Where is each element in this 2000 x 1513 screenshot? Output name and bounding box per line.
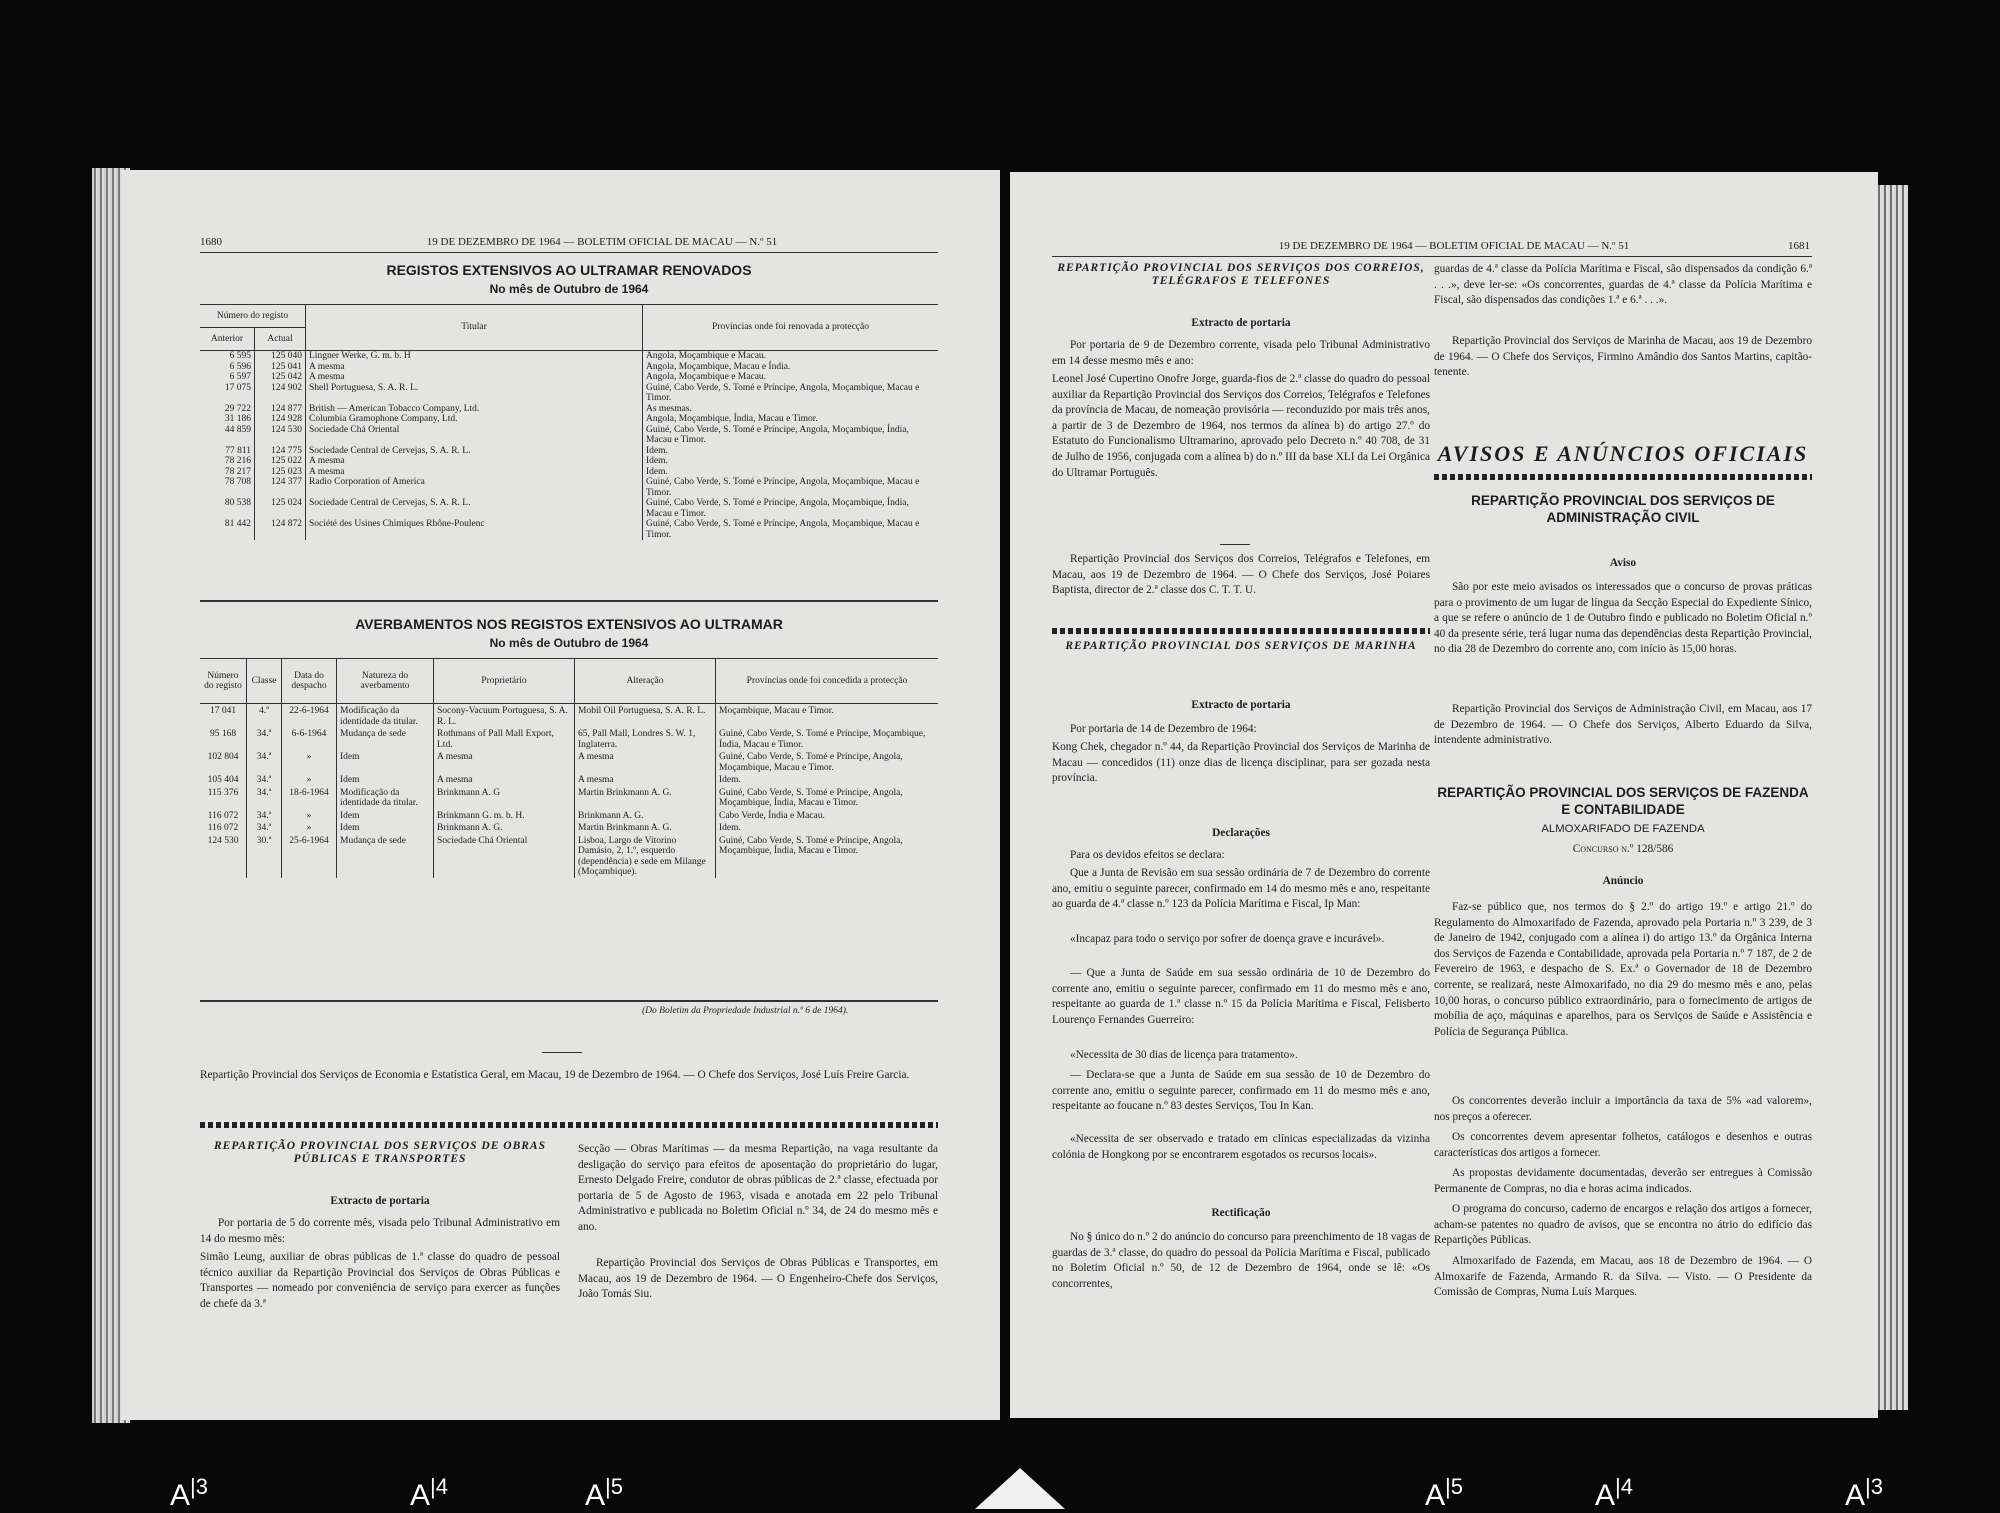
rect-p1: No § único do n.º 2 do anúncio do concurso para preenchimento de 18 vagas de guardas de 3.ª classe, do quadro do pessoal da Polícia Marítima e Fiscal, publicado no Boletim Oficial n.º 50, de 12 de Dezembro de 1964, onde se lê: «Os concorrentes, xyxy=(1052,1231,1430,1290)
t1-anterior: 6 597 xyxy=(229,372,251,382)
table1-row xyxy=(200,446,938,457)
table2-row xyxy=(200,750,938,773)
anuncio-p4: As propostas devidamente documentadas, deverão ser entregues à Comissão Permanente de Compras, no dia e horas acima indicados. xyxy=(1434,1167,1812,1195)
table1-row xyxy=(200,383,938,404)
marinha-banner: REPARTIÇÃO PROVINCIAL DOS SERVIÇOS DE MARINHA xyxy=(1065,640,1417,652)
correios-p2: Leonel José Cupertino Onofre Jorge, guarda-fios de 2.ª classe do quadro do pessoal auxiliar da Repartição Provincial dos Serviços dos Correios, Telégrafos e Telefones da província de Macau, de nomeação provisória — reconduzido por mais três anos, a partir de 3 de Dezembro de 1964, nos termos da alínea b) do artigo 27.º do Estatuto do Funcionalismo Ultramarino, aprovado pelo Decreto n.º 40 708, de 31 de Julho de 1956, conjugada com a alínea b) do n.º III da base XLI da Lei Orgânica do Ultramar Português. xyxy=(1052,373,1430,479)
t2-alteracao: Mobil Oil Portuguesa, S. A. R. L. xyxy=(575,704,716,728)
t2-head-provincias: Províncias onde foi concedida a protecção xyxy=(716,659,939,704)
t2-head-alteracao: Alteração xyxy=(575,659,716,704)
t2-proprietario: A mesma xyxy=(434,773,575,786)
decl-p3: «Incapaz para todo o serviço por sofrer de doença grave e incurável». xyxy=(1070,933,1385,945)
t1-titular: Lingner Werke, G. m. b. H xyxy=(306,351,643,362)
t1-actual: 124 530 xyxy=(255,425,306,446)
t2-numero: 116 072 xyxy=(207,823,239,833)
t1-anterior: 77 811 xyxy=(225,445,251,456)
anuncio-p2: Os concorrentes deverão incluir a importância da taxa de 5% «ad valorem», nos preços a oferecer. xyxy=(1434,1095,1812,1123)
t1-anterior: 6 596 xyxy=(229,361,251,372)
t2-provincias: Idem. xyxy=(716,821,939,834)
t2-numero: 105 404 xyxy=(207,775,239,785)
t2-head-natureza: Natureza do averbamento xyxy=(337,659,434,704)
table2-row xyxy=(200,786,938,809)
t1-titular: Columbia Gramophone Company, Ltd. xyxy=(306,414,643,425)
t2-numero: 17 041 xyxy=(209,706,237,716)
t2-data: » xyxy=(282,821,337,834)
wavy-divider xyxy=(200,1122,938,1128)
t2-natureza: Mudança de sede xyxy=(337,727,434,750)
aviso-p2: Repartição Provincial dos Serviços de Administração Civil, em Macau, aos 17 de Dezembro de 1964. — O Chefe dos Serviços, Alberto Eduardo da Silva, intendente administrativo. xyxy=(1434,703,1812,747)
t1-titular: Sociedade Central de Cervejas, S. A. R. L. xyxy=(306,498,643,519)
table1-body xyxy=(200,351,938,541)
t2-natureza: Mudança de sede xyxy=(337,834,434,878)
decl-p5: «Necessita de 30 dias de licença para tratamento». xyxy=(1070,1049,1298,1061)
t1-titular: Shell Portuguesa, S. A. R. L. xyxy=(306,383,643,404)
table1-row xyxy=(200,519,938,540)
t1-provincias: Angola, Moçambique, Macau e Índia. xyxy=(643,362,939,373)
film-center-triangle xyxy=(975,1468,1065,1509)
t2-numero: 115 376 xyxy=(207,787,239,798)
page-number: 1680 xyxy=(200,236,222,248)
obras-p2: Simão Leung, auxiliar de obras públicas de 1.ª classe do quadro de pessoal técnico auxiliar da Repartição Provincial dos Serviços de Obras Públicas e Transportes — nomeado por conveniência de serviço para exercer as funções de chefe da 3.ª xyxy=(200,1251,560,1310)
t2-numero: 124 530 xyxy=(207,835,239,846)
t2-natureza: Modificação da identidade da titular. xyxy=(337,786,434,809)
aviso-heading: Aviso xyxy=(1609,557,1637,569)
decl-p7: «Necessita de ser observado e tratado em clínicas especializadas da vizinha colónia de Hongkong por se encontrarem esgotados os recursos locais». xyxy=(1052,1133,1430,1161)
t1-provincias: Guiné, Cabo Verde, S. Tomé e Príncipe, Angola, Moçambique, Índia, Macau e Timor. xyxy=(643,498,939,519)
t2-proprietario: Brinkmann G. m. b. H. xyxy=(434,809,575,822)
t2-provincias: Moçambique, Macau e Timor. xyxy=(716,704,939,728)
table2-subtitle: No mês de Outubro de 1964 xyxy=(489,636,649,650)
t1-titular: British — American Tobacco Company, Ltd. xyxy=(306,404,643,415)
t2-alteracao: Lisboa, Largo de Vitorino Damásio, 2, 1.º, esquerdo (dependência) e sede em Milange (Moçambique). xyxy=(575,834,716,878)
t2-classe: 30.ª xyxy=(247,834,282,878)
t2-classe: 34.ª xyxy=(247,773,282,786)
t2-head-classe: Classe xyxy=(247,659,282,704)
correios-p1: Por portaria de 9 de Dezembro corrente, visada pelo Tribunal Administrativo em 14 desse mesmo mês e ano: xyxy=(1052,339,1430,367)
declaracoes-heading: Declarações xyxy=(1212,827,1270,839)
t2-data: » xyxy=(282,773,337,786)
t1-actual: 124 872 xyxy=(255,519,306,540)
table1-row xyxy=(200,498,938,519)
t2-numero: 116 072 xyxy=(207,810,239,821)
t1-head-actual: Actual xyxy=(255,328,306,351)
t1-actual: 124 775 xyxy=(255,446,306,457)
t1-provincias: Angola, Moçambique e Macau. xyxy=(643,372,939,383)
t2-numero: 102 804 xyxy=(207,752,239,762)
header-rule xyxy=(200,252,938,253)
t2-proprietario: Brinkmann A. G. xyxy=(434,821,575,834)
t2-classe: 34.ª xyxy=(247,727,282,750)
t1-provincias: Guiné, Cabo Verde, S. Tomé e Príncipe, Angola, Moçambique, Macau e Timor. xyxy=(643,383,939,404)
t1-actual: 125 023 xyxy=(255,467,306,478)
table2-row xyxy=(200,773,938,786)
film-marker: $A^{|5}$ xyxy=(1425,1474,1463,1512)
t1-provincias: Guiné, Cabo Verde, S. Tomé e Príncipe, Angola, Moçambique, Índia, Macau e Timor. xyxy=(643,425,939,446)
t2-proprietario: Sociedade Chá Oriental xyxy=(434,834,575,878)
film-marker: $A^{|4}$ xyxy=(1595,1474,1633,1512)
t1-head-anterior: Anterior xyxy=(210,333,244,344)
t2-provincias: Guiné, Cabo Verde, S. Tomé e Príncipe, Angola, Moçambique, Índia, Macau e Timor. xyxy=(716,834,939,878)
admin-title: REPARTIÇÃO PROVINCIAL DOS SERVIÇOS DE ADMINISTRAÇÃO CIVIL xyxy=(1471,493,1775,525)
col2-p1: guardas de 4.ª classe da Polícia Marítima e Fiscal, são dispensados da condição 6.ª . . .», deve ler-se: «Os concorrentes, guardas de 4.ª classe da Polícia Marítima e Fiscal, são dispensados das condições 1.ª e 6.ª . . .». xyxy=(1434,263,1812,307)
t2-alteracao: A mesma xyxy=(575,773,716,786)
t2-alteracao: Brinkmann A. G. xyxy=(575,809,716,822)
table1-row xyxy=(200,404,938,415)
table2-title: AVERBAMENTOS NOS REGISTOS EXTENSIVOS AO ULTRAMAR xyxy=(355,616,783,632)
t2-head-numero: Número do registo xyxy=(204,670,242,691)
t1-provincias: Guiné, Cabo Verde, S. Tomé e Príncipe, Angola, Moçambique, Macau e Timor. xyxy=(643,519,939,540)
t1-actual: 125 041 xyxy=(255,362,306,373)
correios-extracto: Extracto de portaria xyxy=(1191,317,1291,329)
t2-natureza: Idem xyxy=(337,750,434,773)
t1-provincias: Idem. xyxy=(643,446,939,457)
table2-row xyxy=(200,809,938,822)
t1-head-titular: Titular xyxy=(306,305,643,351)
table1-title: REGISTOS EXTENSIVOS AO ULTRAMAR RENOVADOS xyxy=(386,262,752,278)
t1-head-provincias: Províncias onde foi renovada a protecção xyxy=(643,305,939,351)
t1-actual: 124 377 xyxy=(255,477,306,498)
t2-data: » xyxy=(282,809,337,822)
anuncio-p6: Almoxarifado de Fazenda, em Macau, aos 18 de Dezembro de 1964. — O Almoxarife de Fazenda, Armando R. da Silva. — Visto. — O Presidente da Comissão de Compras, Numa Luís Marques. xyxy=(1434,1255,1812,1299)
t2-provincias: Guiné, Cabo Verde, S. Tomé e Príncipe, Moçambique, Índia, Macau e Timor. xyxy=(716,727,939,750)
t1-head-numero: Número do registo xyxy=(200,305,306,328)
t2-data: 18-6-1964 xyxy=(282,786,337,809)
t2-alteracao: A mesma xyxy=(575,750,716,773)
obras-p1: Por portaria de 5 do corrente mês, visada pelo Tribunal Administrativo em 14 do mesmo mês: xyxy=(200,1217,560,1245)
t2-proprietario: Socony-Vacuum Portuguesa, S. A. R. L. xyxy=(434,704,575,728)
page-number: 1681 xyxy=(1788,240,1810,252)
separator xyxy=(542,1052,582,1053)
t1-anterior: 78 708 xyxy=(224,477,251,487)
t1-titular: Sociedade Chá Oriental xyxy=(306,425,643,446)
table1-row xyxy=(200,477,938,498)
aviso-p1: São por este meio avisados os interessados que o concurso de provas práticas para o provimento de um lugar de língua da Secção Especial do Expediente Sínico, a que se refere o anúncio de 1 de Outubro findo e publicado no Boletim Oficial n.º 40 da presente série, terá lugar numa das dependências desta Repartição Provincial, no dia 28 de Dezembro do corrente ano, com início às 15,00 horas. xyxy=(1434,581,1812,656)
left-page xyxy=(122,170,1000,1420)
t2-natureza: Idem xyxy=(337,809,434,822)
t1-titular: Société des Usines Chimiques Rhône-Poulenc xyxy=(306,519,643,540)
t2-alteracao: Martin Brinkmann A. G. xyxy=(575,821,716,834)
almoxarifado: ALMOXARIFADO DE FAZENDA xyxy=(1541,823,1705,835)
header-rule xyxy=(1052,256,1812,257)
t1-anterior: 80 538 xyxy=(224,498,251,508)
t2-provincias: Cabo Verde, Índia e Macau. xyxy=(716,809,939,822)
t2-data: » xyxy=(282,750,337,773)
t1-actual: 124 928 xyxy=(255,414,306,425)
t1-actual: 125 022 xyxy=(255,456,306,467)
table1-bottom-rule xyxy=(200,600,938,602)
wavy-divider xyxy=(1434,474,1812,480)
t2-provincias: Idem. xyxy=(716,773,939,786)
marinha-p2: Kong Chek, chegador n.º 44, da Repartição Provincial dos Serviços de Marinha de Macau — concedidos (11) onze dias de licença disciplinar, para ser gozada nesta província. xyxy=(1052,741,1430,785)
t2-provincias: Guiné, Cabo Verde, S. Tomé e Príncipe, Angola, Moçambique, Macau e Timor. xyxy=(716,750,939,773)
correios-banner: REPARTIÇÃO PROVINCIAL DOS SERVIÇOS DOS CORREIOS, TELÉGRAFOS E TELEFONES xyxy=(1057,262,1425,287)
table2-bottom-rule xyxy=(200,1000,938,1002)
concurso: Concurso n.º 128/586 xyxy=(1572,843,1674,855)
right-page xyxy=(1010,172,1878,1418)
t1-titular: A mesma xyxy=(306,372,643,383)
t2-classe: 34.ª xyxy=(247,786,282,809)
t2-proprietario: Brinkmann A. G xyxy=(434,786,575,809)
t1-actual: 125 024 xyxy=(255,498,306,519)
decl-p4: — Que a Junta de Saúde em sua sessão ordinária de 10 de Dezembro do corrente ano, emitiu o seguinte parecer, confirmado em 11 do mesmo mês e ano, respeitante ao guarda de 1.ª classe n.º 15 da Polícia Marítima e Fiscal, Felisberto Lourenço Fernandes Guerreiro: xyxy=(1052,967,1430,1026)
t1-titular: A mesma xyxy=(306,456,643,467)
running-header: 19 DE DEZEMBRO DE 1964 — BOLETIM OFICIAL DE MACAU — N.º 51 xyxy=(426,236,778,248)
table1-row xyxy=(200,351,938,362)
t1-anterior: 78 216 xyxy=(224,456,251,466)
table1-row xyxy=(200,372,938,383)
table1-row xyxy=(200,414,938,425)
economia-paragraph: Repartição Provincial dos Serviços de Economia e Estatística Geral, em Macau, 19 de Dezembro de 1964. — O Chefe dos Serviços, José Luís Freire Garcia. xyxy=(200,1069,910,1081)
t2-proprietario: Rothmans of Pall Mall Export, Ltd. xyxy=(434,727,575,750)
t1-actual: 124 902 xyxy=(255,383,306,404)
t2-provincias: Guiné, Cabo Verde, S. Tomé e Príncipe, Angola, Moçambique, Índia, Macau e Timor. xyxy=(716,786,939,809)
t1-provincias: Idem. xyxy=(643,467,939,478)
t1-titular: A mesma xyxy=(306,362,643,373)
table2-row xyxy=(200,704,938,728)
t2-numero: 95 168 xyxy=(209,729,237,739)
decl-p1: Para os devidos efeitos se declara: xyxy=(1070,849,1225,861)
t1-provincias: Idem. xyxy=(643,456,939,467)
t2-natureza: Idem xyxy=(337,773,434,786)
film-marker: $A^{|3}$ xyxy=(170,1474,208,1512)
col2-p2: Repartição Provincial dos Serviços de Marinha de Macau, aos 19 de Dezembro de 1964. — O Chefe dos Serviços, Firmino Amândio dos Santos Martins, capitão-tenente. xyxy=(1434,335,1812,379)
anuncio-p5: O programa do concurso, caderno de encargos e relação dos artigos a fornecer, acham-se patentes no quadro de avisos, que se encontra no átrio do edifício das Repartições Públicas. xyxy=(1434,1203,1812,1247)
t1-actual: 125 040 xyxy=(255,351,306,362)
t1-titular: Sociedade Central de Cervejas, S. A. R. L. xyxy=(306,446,643,457)
marinha-p1: Por portaria de 14 de Dezembro de 1964: xyxy=(1070,723,1257,735)
t1-provincias: Guiné, Cabo Verde, S. Tomé e Príncipe, Angola, Moçambique, Macau e Timor. xyxy=(643,477,939,498)
t1-provincias: Angola, Moçambique e Macau. xyxy=(643,351,939,362)
t2-classe: 34.ª xyxy=(247,750,282,773)
anuncio-heading: Anúncio xyxy=(1602,875,1644,887)
table2-row xyxy=(200,834,938,878)
t2-classe: 34.ª xyxy=(247,821,282,834)
t1-provincias: Angola, Moçambique, Índia, Macau e Timor. xyxy=(643,414,939,425)
t1-titular: A mesma xyxy=(306,467,643,478)
obras-extracto: Extracto de portaria xyxy=(330,1195,430,1207)
anuncio-p1: Faz-se público que, nos termos do § 2.º do artigo 19.º e artigo 21.º do Regulamento do Almoxarifado de Fazenda, aprovado pela Portaria n.º 3 239, de 3 de Janeiro de 1942, conjugado com a alínea i) do artigo 13.º da Orgânica Interna dos Serviços de Fazenda e Contabilidade, aprovada pela Portaria n.º 7 187, de 2 de Fevereiro de 1963, e despacho de S. Ex.ª o Governador de 18 de Dezembro corrente, se realizará, neste Almoxarifado, no dia 29 do mesmo mês e ano, pelas 10,00 horas, o concurso público extraordinário, para o fornecimento de artigos de mobília de aço, máquinas e aparelhos, para os Serviços de Saúde e Assistência e Polícia de Segurança Pública. xyxy=(1434,901,1812,1038)
obras-p4: Repartição Provincial dos Serviços de Obras Públicas e Transportes, em Macau, aos 19 de Dezembro de 1964. — O Engenheiro-Chefe dos Serviços, João Tomás Siu. xyxy=(578,1257,938,1301)
t2-classe: 4.ª xyxy=(247,704,282,728)
t1-anterior: 78 217 xyxy=(224,466,251,477)
film-marker: $A^{|5}$ xyxy=(585,1474,623,1512)
separator xyxy=(1220,544,1250,545)
t2-head-proprietario: Proprietário xyxy=(434,659,575,704)
decl-p6: — Declara-se que a Junta de Saúde em sua sessão de 10 de Dezembro do corrente ano, emitiu o seguinte parecer, confirmado em 11 do mesmo mês e ano, respeitante ao foucane n.º 83 destes Serviços, Tou In Kan. xyxy=(1052,1069,1430,1113)
obras-p3: Secção — Obras Marítimas — da mesma Repartição, na vaga resultante da desligação do serviço para efeitos de aposentação do proprietário do lugar, Ernesto Delgado Freire, condutor de obras públicas de 2.ª classe, efectuada por portaria de 5 de Agosto de 1963, visada e anotada em 22 pelo Tribunal Administrativo e publicada no Boletim Oficial n.º 34, de 24 do mesmo mês e ano. xyxy=(578,1143,938,1233)
t1-anterior: 81 442 xyxy=(224,519,251,529)
t1-actual: 125 042 xyxy=(255,372,306,383)
rectificacao-heading: Rectificação xyxy=(1211,1207,1271,1219)
t2-proprietario: A mesma xyxy=(434,750,575,773)
t1-actual: 124 877 xyxy=(255,404,306,415)
t1-anterior: 6 595 xyxy=(229,351,251,361)
t1-anterior: 17 075 xyxy=(224,382,251,393)
table2-source: (Do Boletim da Propriedade Industrial n.º 6 de 1964). xyxy=(642,1006,849,1016)
t2-data: 22-6-1964 xyxy=(282,704,337,728)
t2-data: 6-6-1964 xyxy=(282,727,337,750)
anuncio-p3: Os concorrentes devem apresentar folhetos, catálogos e desenhos e outras características dos artigos a fornecer. xyxy=(1434,1131,1812,1159)
decl-p2: Que a Junta de Revisão em sua sessão ordinária de 7 de Dezembro do corrente ano, emitiu o seguinte parecer, confirmado em 14 do mesmo mês e ano, respeitante ao guarda de 4.ª classe n.º 123 da Polícia Marítima e Fiscal, Ip Man: xyxy=(1052,867,1430,911)
marinha-extracto: Extracto de portaria xyxy=(1191,699,1291,711)
t2-data: 25-6-1964 xyxy=(282,834,337,878)
table2-row xyxy=(200,821,938,834)
fazenda-title: REPARTIÇÃO PROVINCIAL DOS SERVIÇOS DE FAZENDA E CONTABILIDADE xyxy=(1437,785,1809,817)
table1-row xyxy=(200,362,938,373)
table1 xyxy=(200,304,938,540)
t2-classe: 34.ª xyxy=(247,809,282,822)
table2-row xyxy=(200,727,938,750)
film-marker: $A^{|4}$ xyxy=(410,1474,448,1512)
t1-anterior: 29 722 xyxy=(224,403,251,414)
t1-anterior: 31 186 xyxy=(224,414,251,424)
t1-titular: Radio Corporation of America xyxy=(306,477,643,498)
wavy-divider xyxy=(1052,628,1430,634)
table2-body xyxy=(200,704,938,878)
table1-row xyxy=(200,456,938,467)
t2-alteracao: 65, Pall Mall, Londres S. W. 1, Inglaterra. xyxy=(575,727,716,750)
table1-subtitle: No mês de Outubro de 1964 xyxy=(489,282,649,296)
table2 xyxy=(200,658,938,878)
t2-natureza: Modificação da identidade da titular. xyxy=(337,704,434,728)
t1-anterior: 44 859 xyxy=(224,424,251,435)
correios-p3: Repartição Provincial dos Serviços dos Correios, Telégrafos e Telefones, em Macau, aos 19 de Dezembro de 1964. — O Chefe dos Serviços, José Poiares Baptista, director de 2.ª classe dos C. T. T. U. xyxy=(1052,553,1430,597)
table1-row xyxy=(200,467,938,478)
t1-provincias: As mesmas. xyxy=(643,404,939,415)
film-marker: $A^{|3}$ xyxy=(1845,1474,1883,1512)
t2-alteracao: Martin Brinkmann A. G. xyxy=(575,786,716,809)
t2-natureza: Idem xyxy=(337,821,434,834)
running-header: 19 DE DEZEMBRO DE 1964 — BOLETIM OFICIAL DE MACAU — N.º 51 xyxy=(1278,240,1630,252)
table1-row xyxy=(200,425,938,446)
t2-head-data: Data do despacho xyxy=(282,659,337,704)
obras-banner: REPARTIÇÃO PROVINCIAL DOS SERVIÇOS DE OBRAS PÚBLICAS E TRANSPORTES xyxy=(214,1140,546,1165)
avisos-title: AVISOS E ANÚNCIOS OFICIAIS xyxy=(1437,441,1809,466)
